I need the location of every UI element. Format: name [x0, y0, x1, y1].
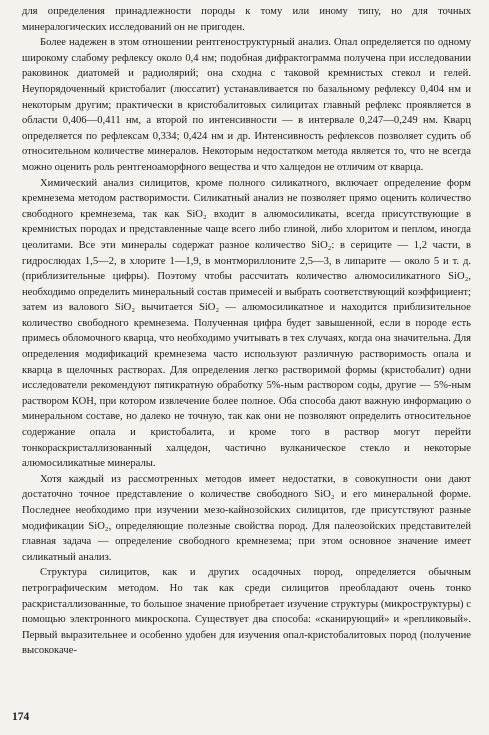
paragraph-chemical-analysis: Химический анализ силицитов, кроме полного силикатного, включает определение форм кремнезема методом растворимости. Силикатный анализ не позволяет прямо оценить количество свободного кремнезема, так как SiO₂ входит в алюмосиликаты, всегда присутствующие в кремнистых породах и представленные чаще всего либо глиной, либо хлоритом и пеплом, иногда цеолитами. Все эти минералы содержат разное количество SiO₂: в серицитe — 1,2 части, в гидрослюдах 1,5—2, в хлорите 1—1,9, в монтмориллоните 2,5—3, в липарите — около 5 и т. д. (приблизительные цифры). Поэтому чтобы рассчитать количество алюмосиликатного SiO₂, необходимо определить минеральный состав примесей и выбрать соответствующий коэффициент; затем из валового SiO₂ вычитается SiO₂ — алюмосиликатное и находится приблизительное количество свободного кремнезема. Полученная цифра будет завышенной, если в породе есть примесь обломочного кварца, что необходимо учитывать в тех случаях, когда она значительна. Для определения модификаций кремнезема часто используют различную растворимость опала и кварца в щелочных растворах. Для определения легко растворимой формы (кристобалит) одни исследователи рекомендуют пятикратную обработку 5%-ным раствором соды, другие — 5%-ным раствором КОН, при котором извлечение более полное. Оба способа дают важную информацию о минеральном составе, но далеко не точную, так как они не позволяют определить относительное содержание опала и кристобалита, и кроме того в раствор могут перейти тонкораскристаллизованный халцедон, частично вулканическое стекло и некоторые алюмосиликатные минералы. [22, 177, 471, 470]
paragraph-methods-summary: Хотя каждый из рассмотренных методов имеет недостатки, в совокупности они дают достаточно точное представление о количестве свободного SiO₂ и его минеральной форме. Последнее необходимо при изучении мезо-кайнозойских силицитов, где присутствуют разные модификации SiO₂, определяющие полезные свойства пород. Для палеозойских представителей главная задача — определение свободного кремнезема; при этом основное значение имеет силикатный анализ. [22, 473, 471, 563]
page-number: 174 [12, 711, 30, 723]
paragraph-structure: Структура силицитов, как и других осадочных пород, определяется обычным петрографическим методом. Но так как среди силицитов преобладают очень тонко раскристаллизованные, то большое значение приобретает изучение структуры (микроструктуры) с помощью электронного микроскопа. Существует два способа: «сканирующий» и «репликовый». Первый выразительнее и особенно удобен для изучения опал-кристобалитовых пород (получение высококаче- [22, 567, 471, 657]
body-text [22, 4, 471, 659]
paragraph-continued: для определения принадлежности породы к тому или иному типу, но для точных минералогических исследований он не пригоден. [22, 6, 471, 33]
paragraph-xray-analysis: Более надежен в этом отношении рентгеноструктурный анализ. Опал определяется по одному широкому слабому рефлексу около 0,4 нм; подобная дифрактограмма получена при исследовании раковинок диатомей и радиолярий; она сходна с таковой кремнистых стекол и гелей. Неупорядоченный кристобалит (люссатит) устанавливается по базальному рефлексу 0,404 нм и некоторым другим; практически в кристобалитовых силицитах главный рефлекс проявляется в области 0,406—0,411 нм, а второй по интенсивности — в интервале 0,247—0,249 нм. Кварц определяется по рефлексам 0,334; 0,424 нм и др. Интенсивность рефлексов позволяет судить об относительном количестве минералов. Некоторым недостатком метода является то, что не всегда можно оценить роль рентгеноаморфного вещества и что халцедон не отличим от кварца. [22, 37, 471, 173]
